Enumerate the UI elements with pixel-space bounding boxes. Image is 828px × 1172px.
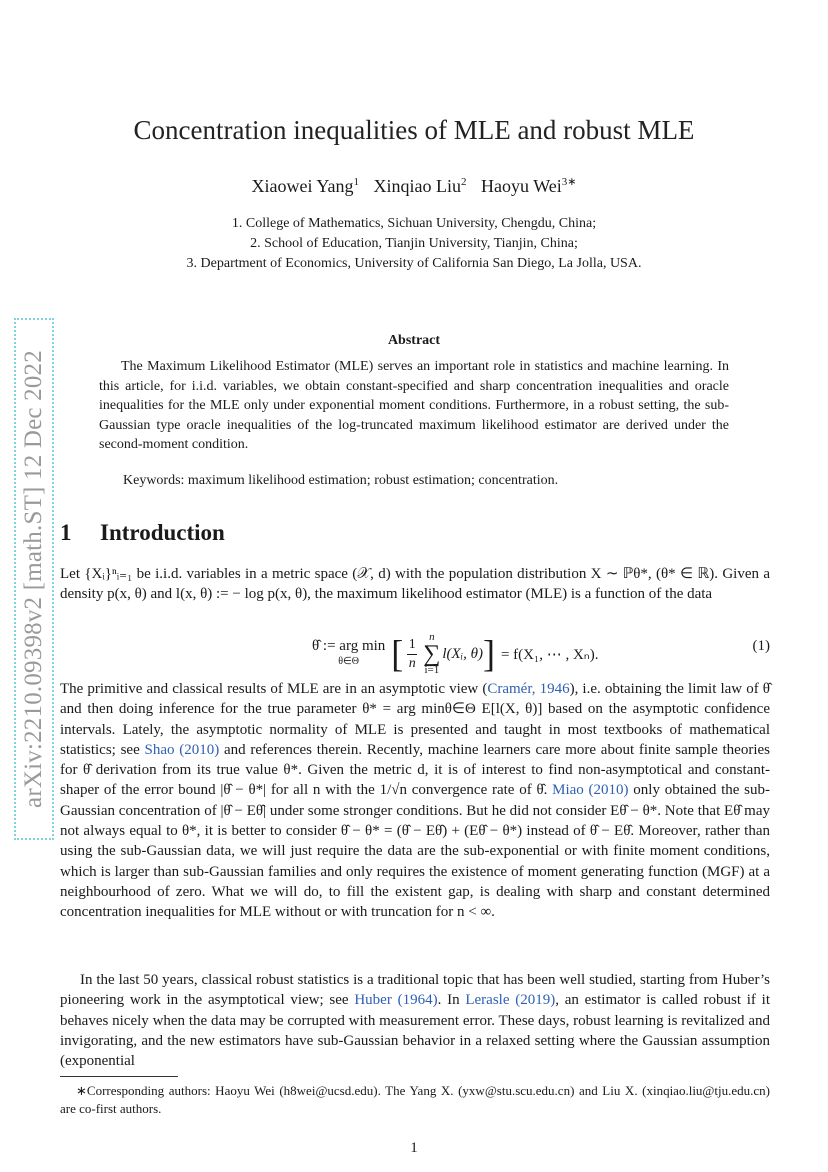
fraction-denominator: n [408, 655, 416, 671]
author [481, 176, 576, 196]
paper-title: Concentration inequalities of MLE and robust MLE [133, 115, 695, 145]
affiliation: 3. Department of Economics, University of California San Diego, La Jolla, USA. [186, 256, 642, 271]
author-mark: 1 [353, 176, 360, 188]
section-number: 1 [60, 520, 72, 545]
citation-year-link[interactable]: (2010) [588, 782, 629, 799]
summation [423, 632, 440, 676]
paragraph-text: , an estimator is called robust if it behaves nicely when the data may be corrupted with measurement error. These days, robust learning is revitalized and invigorating, and the new estimators have sub-Gaussian behavior in a relaxed setting where the Gaussian assumption (exponential [60, 992, 771, 1070]
citation-link[interactable]: Shao [144, 741, 175, 758]
paragraph-text: In the last 50 years, classical robust statistics is a traditional topic that has been well studied, starting from Huber’s pioneering work in the asymptotical view; see [60, 972, 770, 1009]
affiliations [0, 214, 828, 274]
equation-argmin [312, 638, 385, 670]
abstract-heading: Abstract [387, 333, 441, 348]
citation-link[interactable]: Cramér, 1946 [487, 681, 570, 697]
paragraph [60, 970, 770, 1071]
sigma-symbol: ∑ [423, 641, 441, 667]
paragraph-text: only obtained the sub-Gaussian concentration of |θ̂ − Eθ̂| under some stronger conditions. But he did not consider Eθ̂ − θ*. Note that Eθ̂ may not always equal to θ*, it is better to consider θ̂ − θ* = (θ̂ − Eθ̂) + (Eθ̂ − θ*) instead of θ̂ − Eθ̂. Moreover, rather than using the sub-Gaussian data, we will just require the data are the sub-exponential or with finite moment conditions, which is larger than sub-Gaussian families and only requires the existence of moment generating function (MGF) at a neighbourhood of zero. What we will do, to fill the existent gap, is dealing with sharp and constant determined concentration inequalities for MLE without or with truncation for n < ∞. [60, 782, 770, 921]
affiliation: 2. School of Education, Tianjin University, Tianjin, China; [250, 236, 578, 251]
citation-link[interactable]: Lerasle [465, 992, 510, 1009]
equation-subscript: θ∈Θ [338, 656, 359, 667]
arxiv-stamp[interactable]: arXiv:2210.09398v2 [math.ST] 12 Dec 2022 [20, 350, 47, 808]
right-bracket: ] [482, 633, 495, 675]
citation-year-link[interactable]: (2019) [515, 992, 556, 1009]
paragraph-text: . In [437, 992, 466, 1009]
author-mark: 2 [461, 176, 467, 188]
equation-fraction [407, 637, 417, 672]
equation-rhs: = f(X₁, ⋯ , Xₙ). [500, 646, 599, 663]
sum-lower: i=1 [424, 664, 440, 676]
keywords: Keywords: maximum likelihood estimation; robust estimation; concentration. [123, 473, 559, 488]
affiliation: 1. College of Mathematics, Sichuan University, Chengdu, China; [231, 216, 597, 231]
fraction-numerator: 1 [408, 636, 416, 652]
citation-year-link[interactable]: (1964) [397, 992, 438, 1009]
abstract-text: The Maximum Likelihood Estimator (MLE) serves an important role in statistics and machine learning. In this article, for i.i.d. variables, we obtain constant-specified and sharp concentration inequalities and oracle inequalities for the MLE only under exponential moment conditions. Furthermore, in a robust setting, the sub-Gaussian type oracle inequalities of the log-truncated maximum likelihood estimator are derived under the second-moment condition. [99, 359, 729, 452]
sum-upper: n [429, 631, 435, 643]
page-number: 1 [410, 1140, 418, 1156]
paragraph-text: The primitive and classical results of MLE are in an asymptotic view ( [60, 681, 488, 697]
paragraph [60, 679, 770, 923]
equation-lhs: θ̂ := arg min [312, 638, 386, 654]
author-name: Xinqiao Liu [373, 176, 462, 196]
section-heading [60, 520, 225, 546]
citation-year-link[interactable]: (2010) [179, 741, 220, 758]
citation-link[interactable]: Huber [354, 992, 392, 1009]
equation-number: (1) [752, 638, 770, 654]
author-list [0, 175, 828, 197]
footnote: ∗Corresponding authors: Haoyu Wei (h8wei@ucsd.edu). The Yang X. (yxw@stu.scu.edu.cn) and Liu X. (xinqiao.liu@tju.edu.cn) are co-first authors. [60, 1083, 770, 1116]
left-bracket: [ [391, 633, 404, 675]
author-name: Haoyu Wei [481, 176, 562, 196]
footnote-divider [60, 1076, 178, 1077]
paragraph-text: ), i.e. obtaining the limit law of θ̂ and then doing inference for the true parameter θ* = arg minθ∈Θ E[l(X, θ)] based on the asymptotic confidence intervals. Lately, the asymptotic normality of MLE is presented and taught in most textbooks of mathematical statistics; see [60, 681, 770, 758]
paragraph-text: and references therein. Recently, machine learners care more about finite sample theories for θ̂ derivation from its true value θ*. Given the metric d, it is of interest to find non-asymptotical and constant-shaper of the error bound |θ̂ − θ*| for all n with the 1/√n convergence rate of θ̂. [60, 741, 770, 799]
equation-summand: l(Xᵢ, θ) [442, 645, 483, 662]
author-mark: 3∗ [561, 176, 577, 188]
equation [60, 628, 770, 676]
author-name: Xiaowei Yang [251, 176, 354, 196]
author [252, 176, 360, 196]
equation-body [306, 632, 599, 676]
citation-link[interactable]: Miao [552, 782, 584, 799]
paragraph: Let {Xᵢ}ⁿᵢ₌₁ be i.i.d. variables in a metric space (𝒳, d) with the population distribution X ∼ ℙθ*, (θ* ∈ ℝ). Given a density p(x, θ) and l(x, θ) := − log p(x, θ), the maximum likelihood estimator (MLE) is a function of the data [60, 566, 770, 603]
author [374, 176, 467, 196]
section-title: Introduction [100, 520, 225, 545]
fraction-bar [407, 654, 417, 655]
